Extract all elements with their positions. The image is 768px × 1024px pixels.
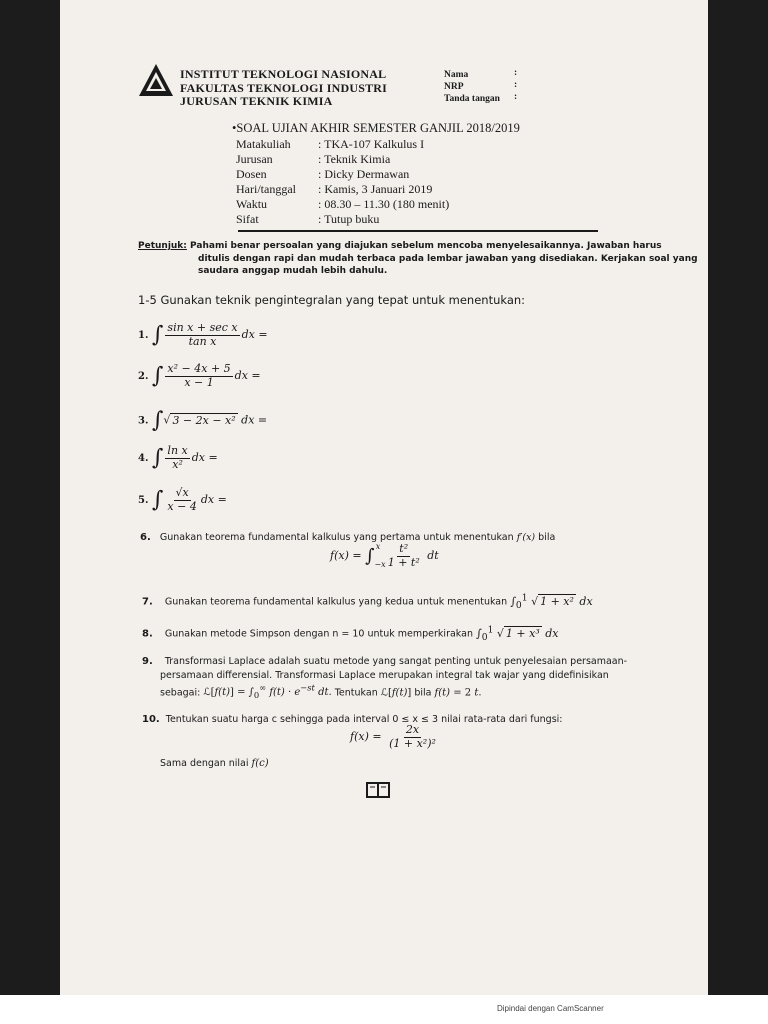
question-4: 4. ∫ $\frac{\text{ln x}}{\text{x²}}$ dx = [138, 444, 218, 471]
section-intro: 1-5 Gunakan teknik pengintegralan yang tepat untuk menentukan: [138, 293, 526, 307]
info-value-date: : Kamis, 3 Januari 2019 [318, 182, 433, 196]
scan-border-left [0, 0, 62, 1024]
question-3: 3. ∫√ 3 − 2x − x² dx = [138, 408, 268, 433]
info-label-time: Waktu [236, 197, 268, 211]
field-name-sep: : [514, 68, 518, 78]
field-signature-label: Tanda tangan [444, 94, 500, 104]
field-nrp-label: NRP [444, 82, 464, 92]
scan-border-right [708, 0, 768, 1024]
itn-triangle-logo-icon [137, 62, 175, 98]
institute-name: INSTITUT TEKNOLOGI NASIONAL [180, 67, 387, 81]
info-label-course: Matakuliah [236, 137, 291, 151]
question-2: 2. ∫ $\frac{\text{x² − 4x + 5}}{x - 1}$ dx = [138, 362, 261, 389]
info-label-dept: Jurusan [236, 152, 273, 166]
info-value-time: : 08.30 – 11.30 (180 menit) [318, 197, 450, 211]
info-value-course: : TKA-107 Kalkulus I [318, 137, 425, 151]
question-10-formula: f(x) = $\frac{2x}{\text{(1 + x²)²}}$ [350, 723, 436, 750]
book-icon [366, 782, 390, 798]
exam-sheet [60, 0, 708, 995]
info-value-lecturer: : Dicky Dermawan [318, 167, 410, 181]
info-label-lecturer: Dosen [236, 167, 267, 181]
exam-title: •SOAL UJIAN AKHIR SEMESTER GANJIL 2018/2019 [232, 121, 520, 135]
info-value-nature: : Tutup buku [318, 212, 380, 226]
question-5: 5. ∫ $\frac{√x}{x - 4}$ dx = [138, 486, 227, 513]
instructions-line-2: ditulis dengan rapi dan mudah terbaca pada lembar jawaban yang disediakan. Kerjakan soal yang [198, 254, 698, 264]
question-7: 7. Gunakan teorema fundamental kalkulus yang kedua untuk menentukan $\int_0^1$ √ 1 + x² dx [142, 592, 593, 611]
info-label-date: Hari/tanggal [236, 182, 296, 196]
question-8: 8. Gunakan metode Simpson dengan n = 10 untuk memperkirakan $\int_0^1$ √ 1 + x³ dx [142, 624, 559, 643]
field-signature-sep: : [514, 92, 518, 102]
scanner-footer: Dipindai dengan CamScanner [497, 1004, 604, 1013]
question-9-line-1: 9. Transformasi Laplace adalah suatu metode yang sangat penting untuk penyelesaian persamaan- [142, 656, 628, 667]
instructions-line-1: Petunjuk: Pahami benar persoalan yang diajukan sebelum mencoba menyelesaikannya. Jawaban harus [138, 241, 662, 251]
field-nrp-sep: : [514, 80, 518, 90]
question-10-tail: Sama dengan nilai f(c) [160, 758, 269, 769]
question-10: 10. Tentukan suatu harga c sehingga pada interval 0 ≤ x ≤ 3 nilai rata-rata dari fungsi: [142, 714, 563, 725]
info-label-nature: Sifat [236, 212, 259, 226]
instructions-line-3: saudara anggap mudah lebih dahulu. [198, 266, 388, 276]
scan-bottom-margin [0, 995, 768, 1024]
info-value-dept: : Teknik Kimia [318, 152, 391, 166]
header-divider [238, 230, 598, 232]
question-9-line-3: sebagai: ℒ[f(t)] = $\int_0^\infty$ $f(t) \cdot e^{-st}$ dt. Tentukan ℒ[f(t)] bila f(t) = 2 t. [160, 683, 482, 701]
question-9-line-2: persamaan differensial. Transformasi Laplace merupakan integral tak wajar yang didefinisikan [160, 670, 609, 681]
field-name-label: Nama [444, 70, 469, 80]
question-1: 1. ∫ $\frac{\text{sin x + sec x}}{\text{tan x}}$ dx = [138, 321, 268, 348]
question-6-formula: $f(x) = \int_{-x}^x$ $\frac{\text{t²}}{\text{1 + t²}}$ dt [330, 541, 439, 569]
faculty-name: FAKULTAS TEKNOLOGI INDUSTRI [180, 81, 388, 95]
question-6: 6. Gunakan teorema fundamental kalkulus yang pertama untuk menentukan f′(x) bila [140, 532, 556, 543]
department-name: JURUSAN TEKNIK KIMIA [180, 94, 333, 108]
